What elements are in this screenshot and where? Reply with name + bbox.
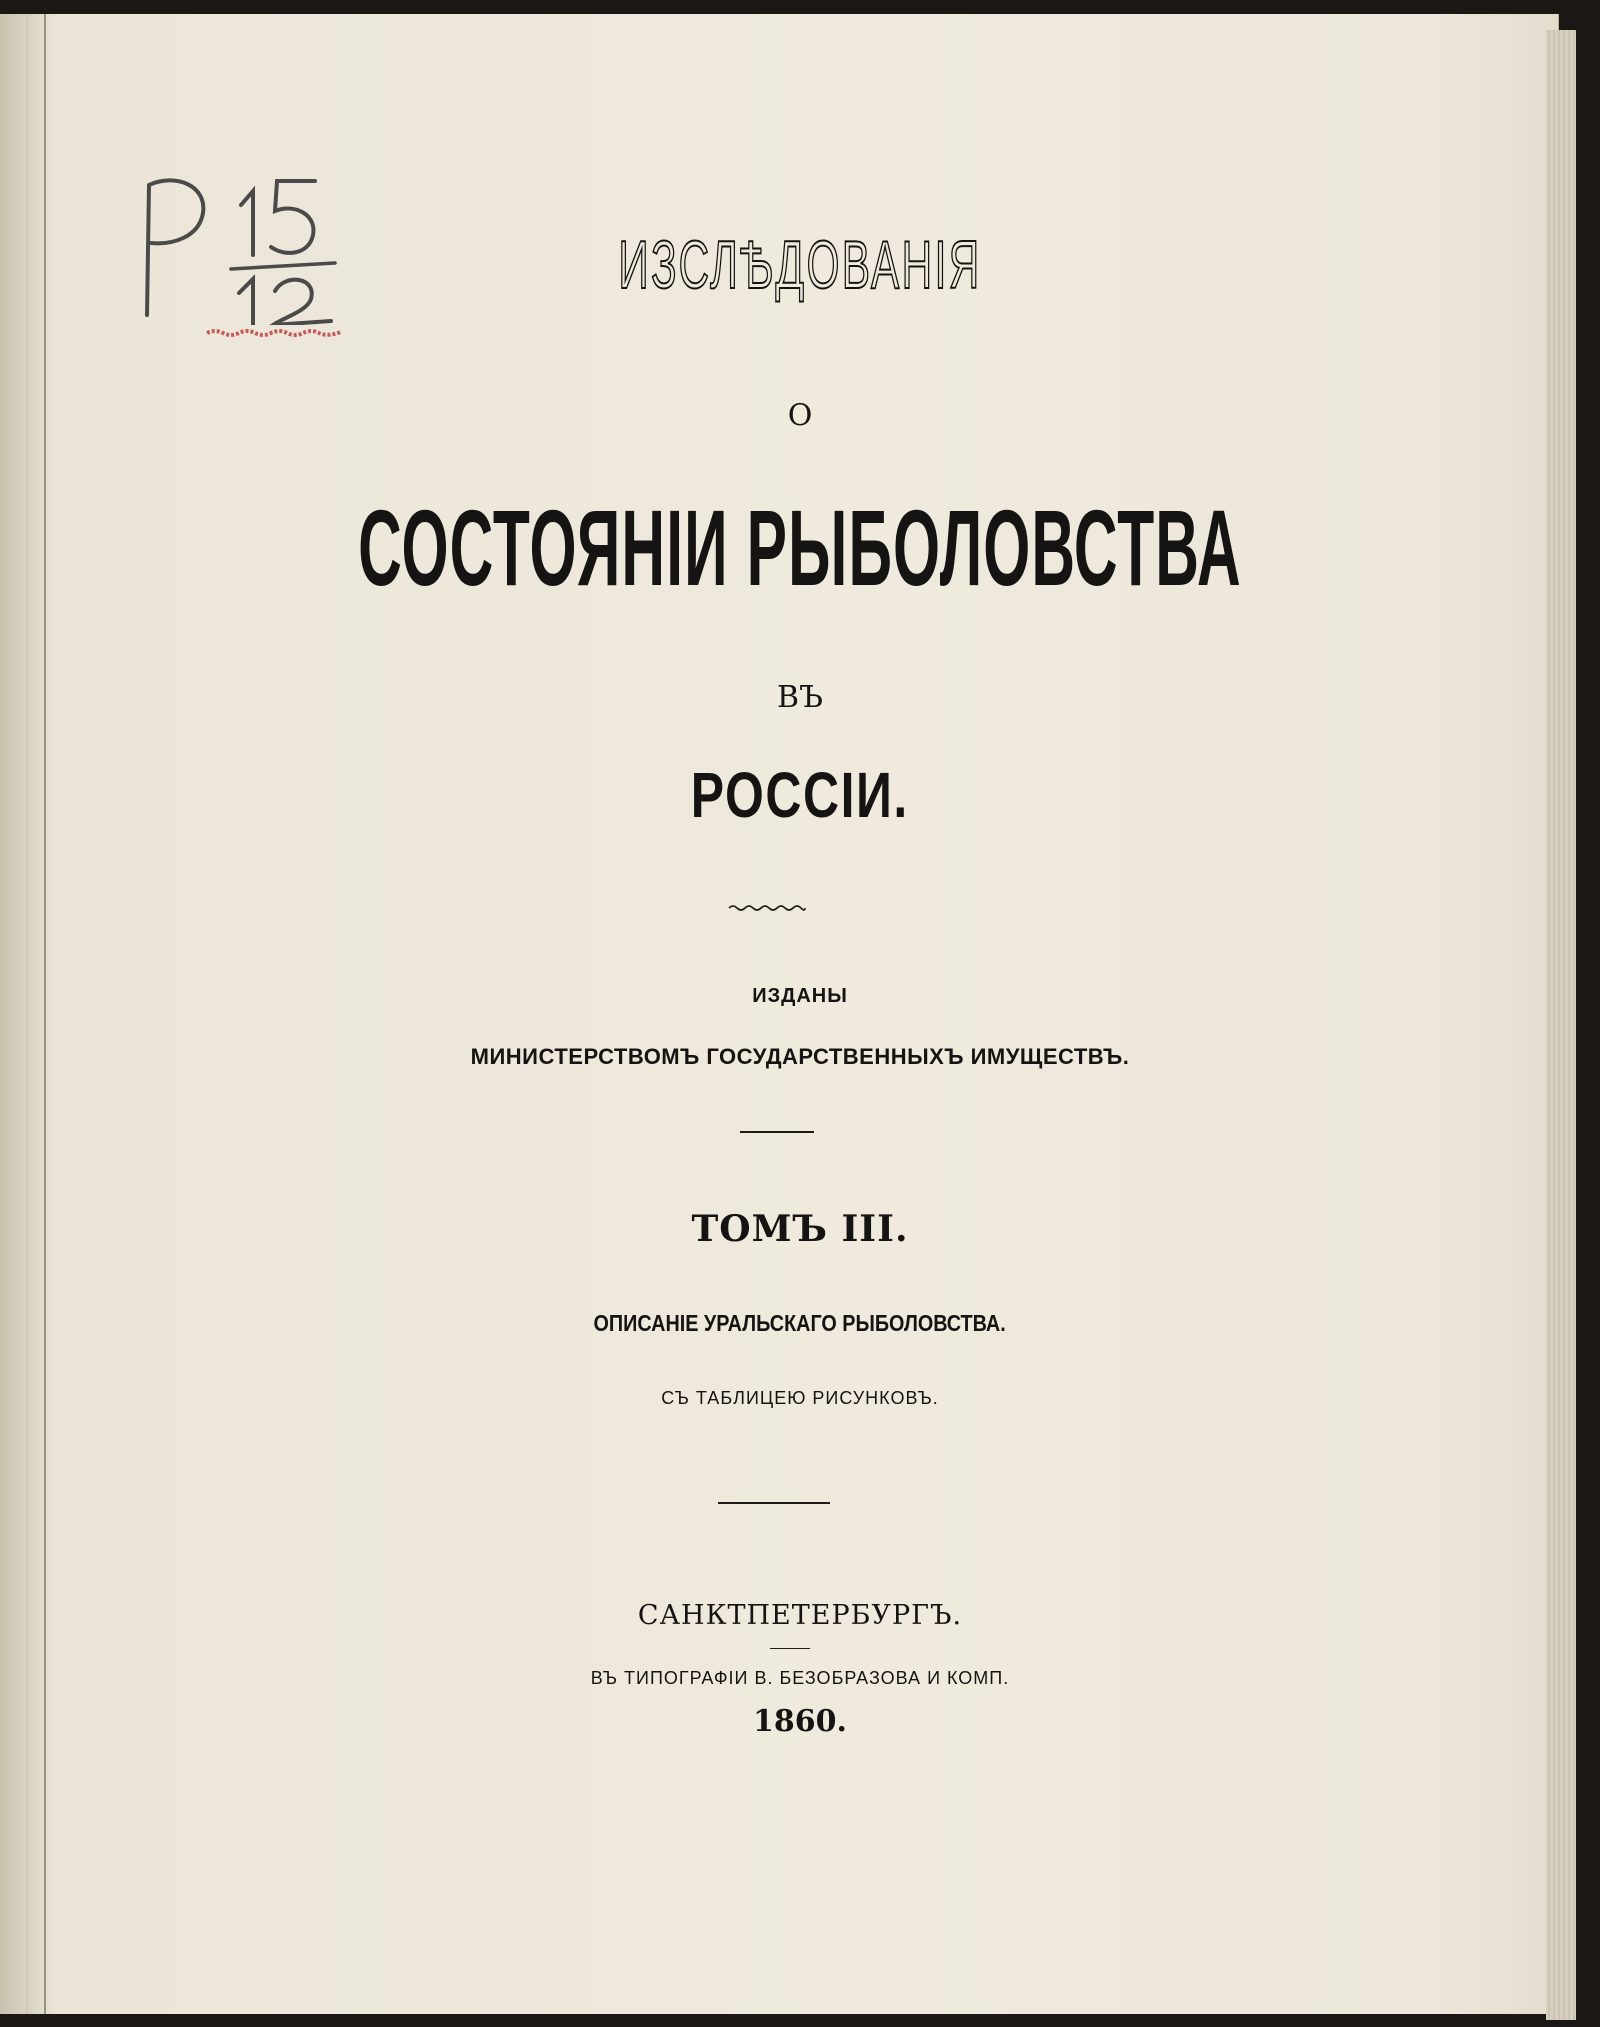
imprint-city: САНКТПЕТЕРБУРГЪ. <box>637 1600 963 1631</box>
red-pencil-underline <box>205 327 343 337</box>
publisher-line-issued: ИЗДАНЫ <box>752 985 848 1007</box>
rule-tiny <box>770 1648 810 1649</box>
imprint-printer: ВЪ ТИПОГРАФІИ В. БЕЗОБРАЗОВА И КОМП. <box>590 1668 1010 1688</box>
title-line-studies: ИЗСЛѢДОВАНІЯ <box>618 227 982 303</box>
publisher-line-ministry: МИНИСТЕРСТВОМЪ ГОСУДАРСТВЕННЫХЪ ИМУЩЕСТВЪ. <box>470 1044 1130 1069</box>
title-line-in: ВЪ <box>777 680 823 715</box>
rule-short-2 <box>718 1502 830 1504</box>
title-line-state-of-fishing: СОСТОЯНІИ РЫБОЛОВСТВА <box>358 487 1242 608</box>
rule-short-1 <box>740 1131 814 1133</box>
volume-label: ТОМЪ III. <box>691 1208 909 1250</box>
imprint-year: 1860. <box>753 1704 847 1739</box>
plates-note: СЪ ТАБЛИЦЕЮ РИСУНКОВЪ. <box>661 1388 939 1408</box>
volume-subtitle: ОПИСАНІЕ УРАЛЬСКАГО РЫБОЛОВСТВА. <box>593 1310 1007 1336</box>
title-line-russia: РОССІИ. <box>690 759 910 831</box>
ornament-wavy-rule <box>727 903 807 913</box>
title-line-o: О <box>787 398 813 433</box>
